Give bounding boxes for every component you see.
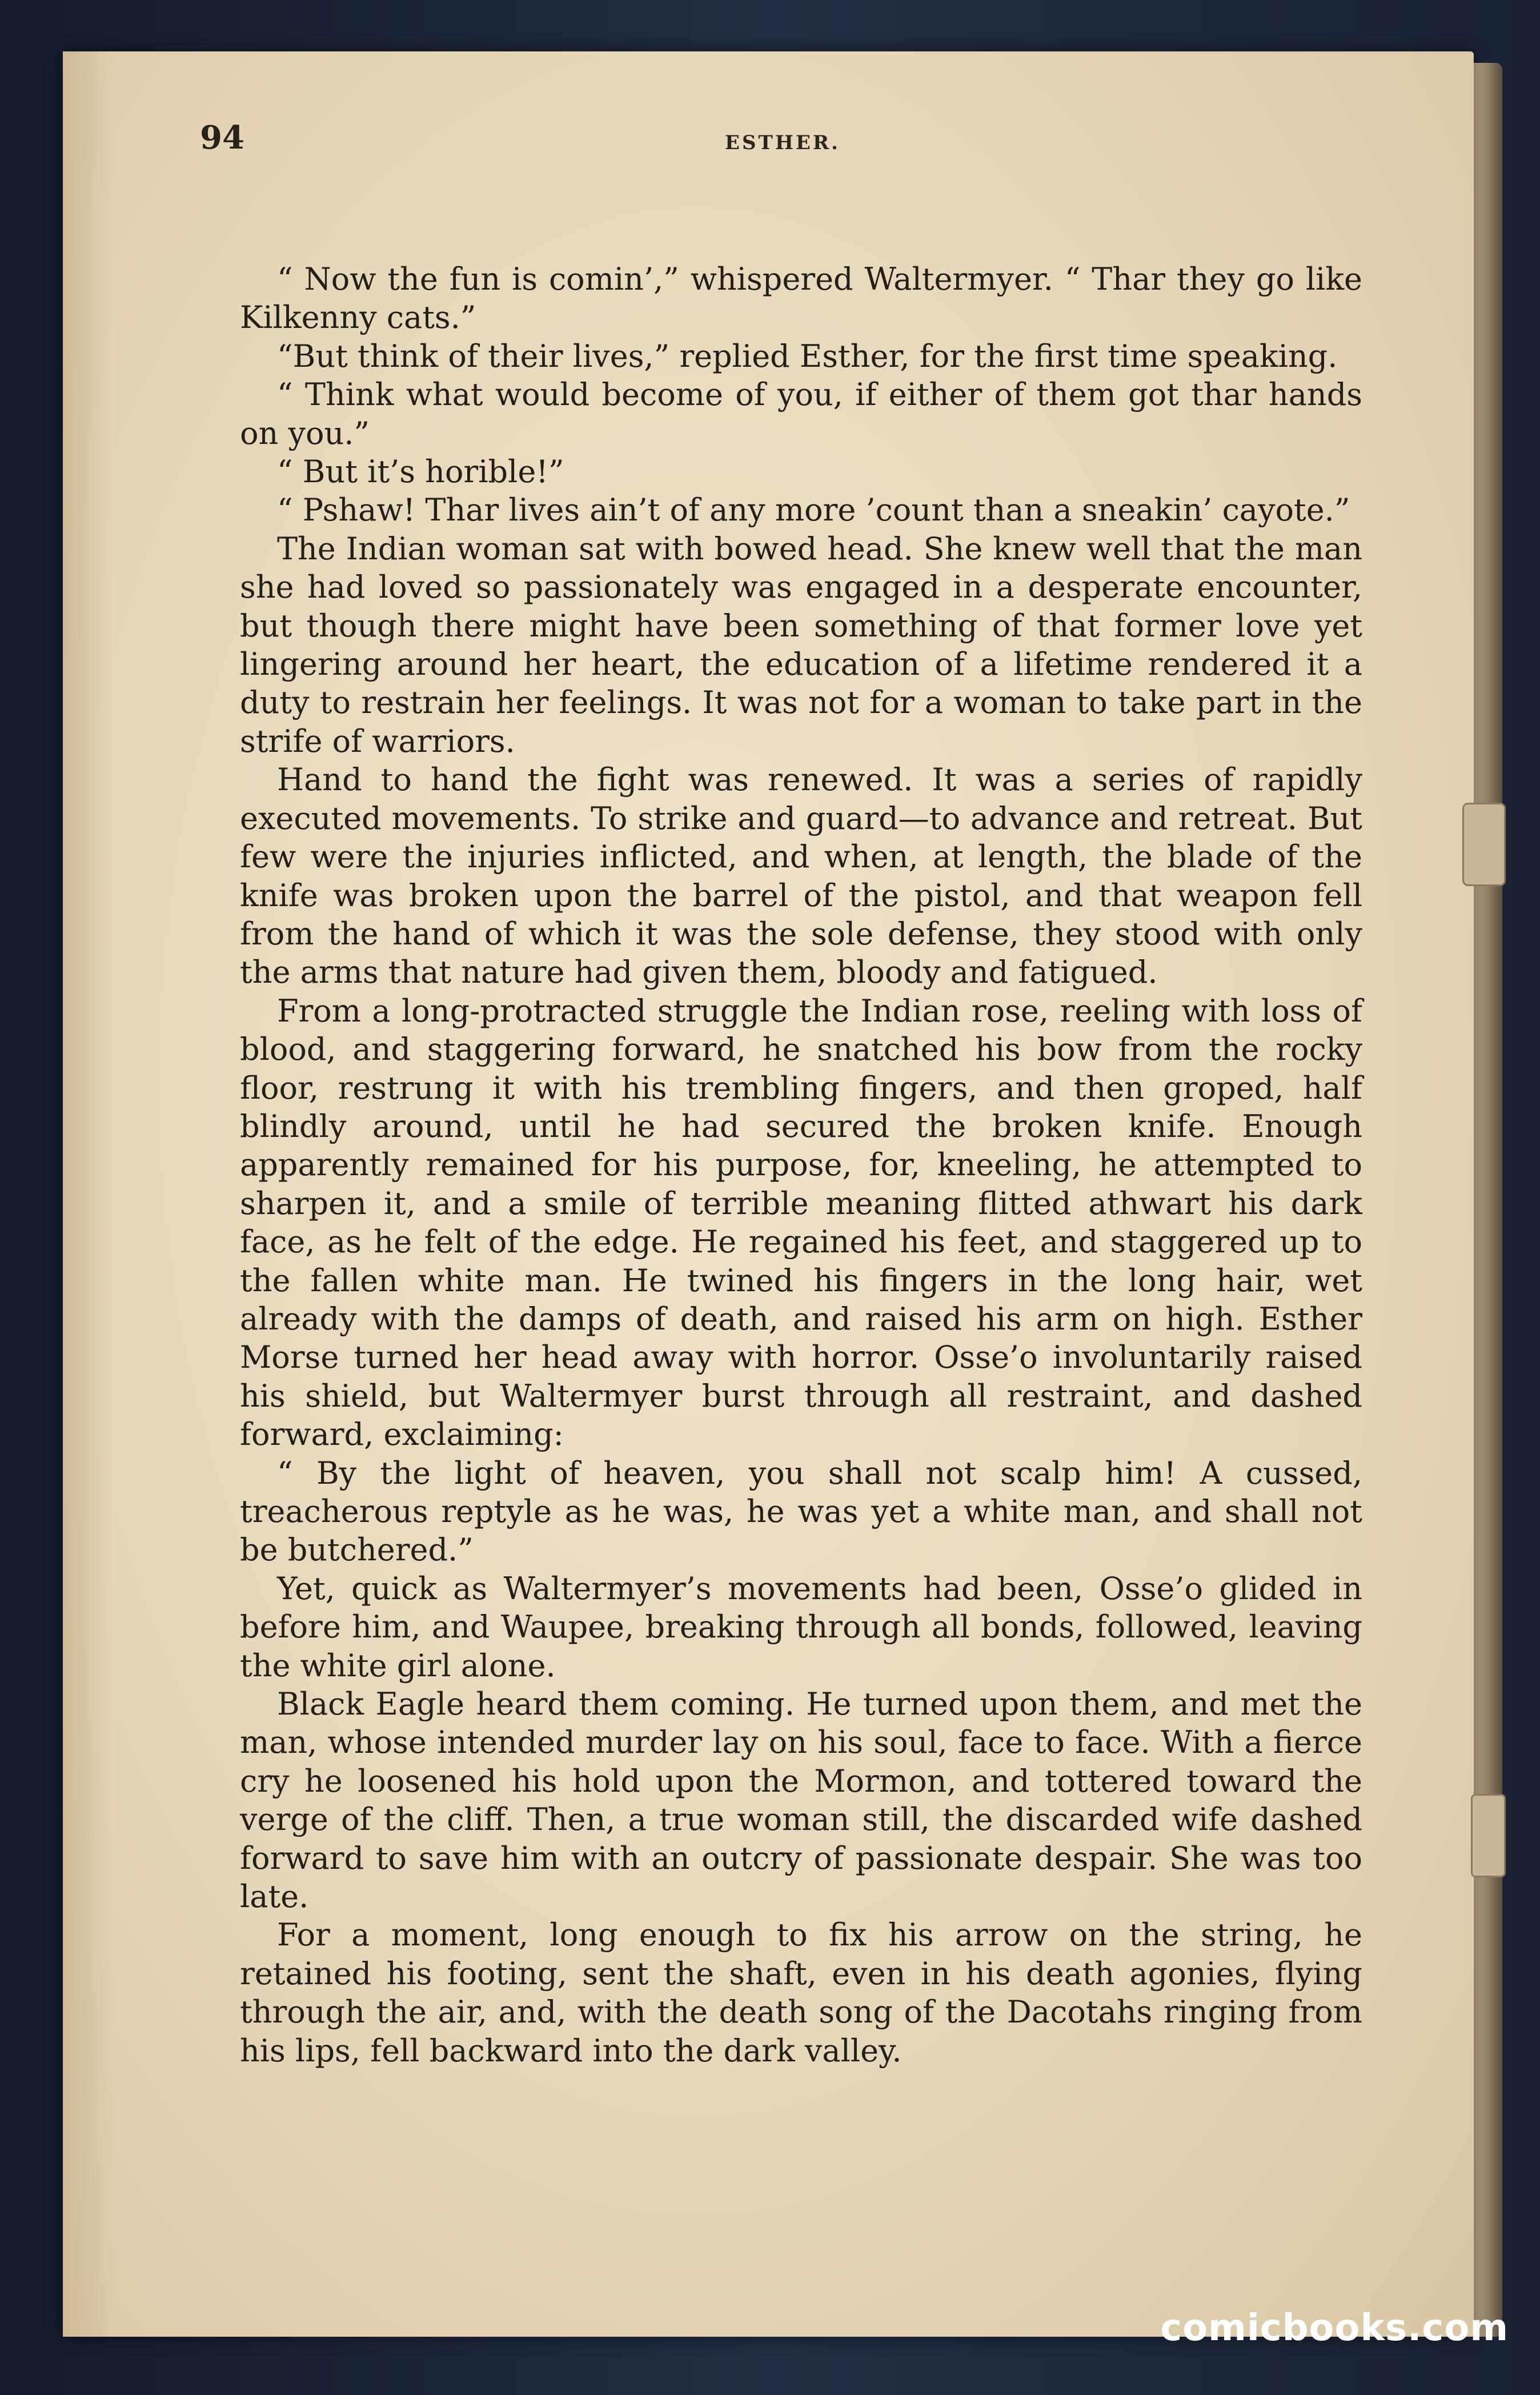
- watermark: comicbooks.com: [1160, 2307, 1509, 2349]
- page-header: [200, 119, 1365, 176]
- paragraph: “But think of their lives,” replied Esther, for the first time speaking.: [277, 338, 1338, 374]
- paragraph: “ Pshaw! Thar lives ain’t of any more ’count than a sneakin’ cayote.”: [277, 492, 1350, 528]
- paragraph: Yet, quick as Waltermyer’s movements had been, Osse’o glided in before him, and Waupee, breaking through all bonds, followed, leaving the white girl alone.: [240, 1570, 1362, 1684]
- paragraph: “ But it’s horible!”: [277, 454, 564, 490]
- paragraph: Hand to hand the fight was renewed. It was a series of rapidly executed movements. To strike and guard—to advance and retreat. But few were the injuries inflicted, and when, at length, the blade of the knife was broken upon the barrel of the pistol, and that weapon fell from the hand of which it was the sole defense, they stood with only the arms that nature had given them, bloody and fatigued.: [240, 762, 1362, 991]
- page-number: 94: [200, 119, 244, 157]
- paragraph: For a moment, long enough to fix his arrow on the string, he retained his footing, sent the shaft, even in his death agonies, flying through the air, and, with the death song of the Dacotahs ringing from his lips, fell backward into the dark valley.: [240, 1917, 1362, 2069]
- paragraph: “ Now the fun is comin’,” whispered Waltermyer. “ Thar they go like Kilkenny cats.”: [240, 261, 1362, 336]
- binding-tab: [1462, 803, 1506, 886]
- paragraph: “ Think what would become of you, if either of them got thar hands on you.”: [240, 377, 1362, 451]
- paragraph: Black Eagle heard them coming. He turned upon them, and met the man, whose intended murder lay on his soul, face to face. With a fierce cry he loosened his hold upon the Mormon, and tottered toward the verge of the cliff. Then, a true woman still, the discarded wife dashed forward to save him with an outcry of passionate despair. She was too late.: [240, 1686, 1362, 1915]
- paragraph: “ By the light of heaven, you shall not scalp him! A cussed, treacherous reptyle as he was, he was yet a white man, and shall not be butchered.”: [240, 1455, 1362, 1568]
- paragraph: From a long-protracted struggle the Indian rose, reeling with loss of blood, and staggering forward, he snatched his bow from the rocky floor, restrung it with his trembling fingers, and then groped, half blindly around, until he had secured the broken knife. Enough apparently remained for his purpose, for, kneeling, he attempted to sharpen it, and a smile of terrible meaning flitted athwart his dark face, as he felt of the edge. He regained his feet, and staggered up to the fallen white man. He twined his fingers in the long hair, wet already with the damps of death, and raised his arm on high. Esther Morse turned her head away with horror. Osse’o involuntarily raised his shield, but Waltermyer burst through all restraint, and dashed forward, exclaiming:: [240, 992, 1362, 1453]
- page-shadow: [63, 51, 114, 2337]
- paragraph: The Indian woman sat with bowed head. She knew well that the man she had loved so passionately was engaged in a desperate encounter, but though there might have been something of that former love yet lingering around her heart, the education of a lifetime rendered it a duty to restrain her feelings. It was not for a woman to take part in the strife of warriors.: [240, 530, 1362, 759]
- running-title: ESTHER.: [725, 131, 840, 154]
- binding-tab: [1471, 1794, 1506, 1877]
- body-text: [240, 260, 1362, 2070]
